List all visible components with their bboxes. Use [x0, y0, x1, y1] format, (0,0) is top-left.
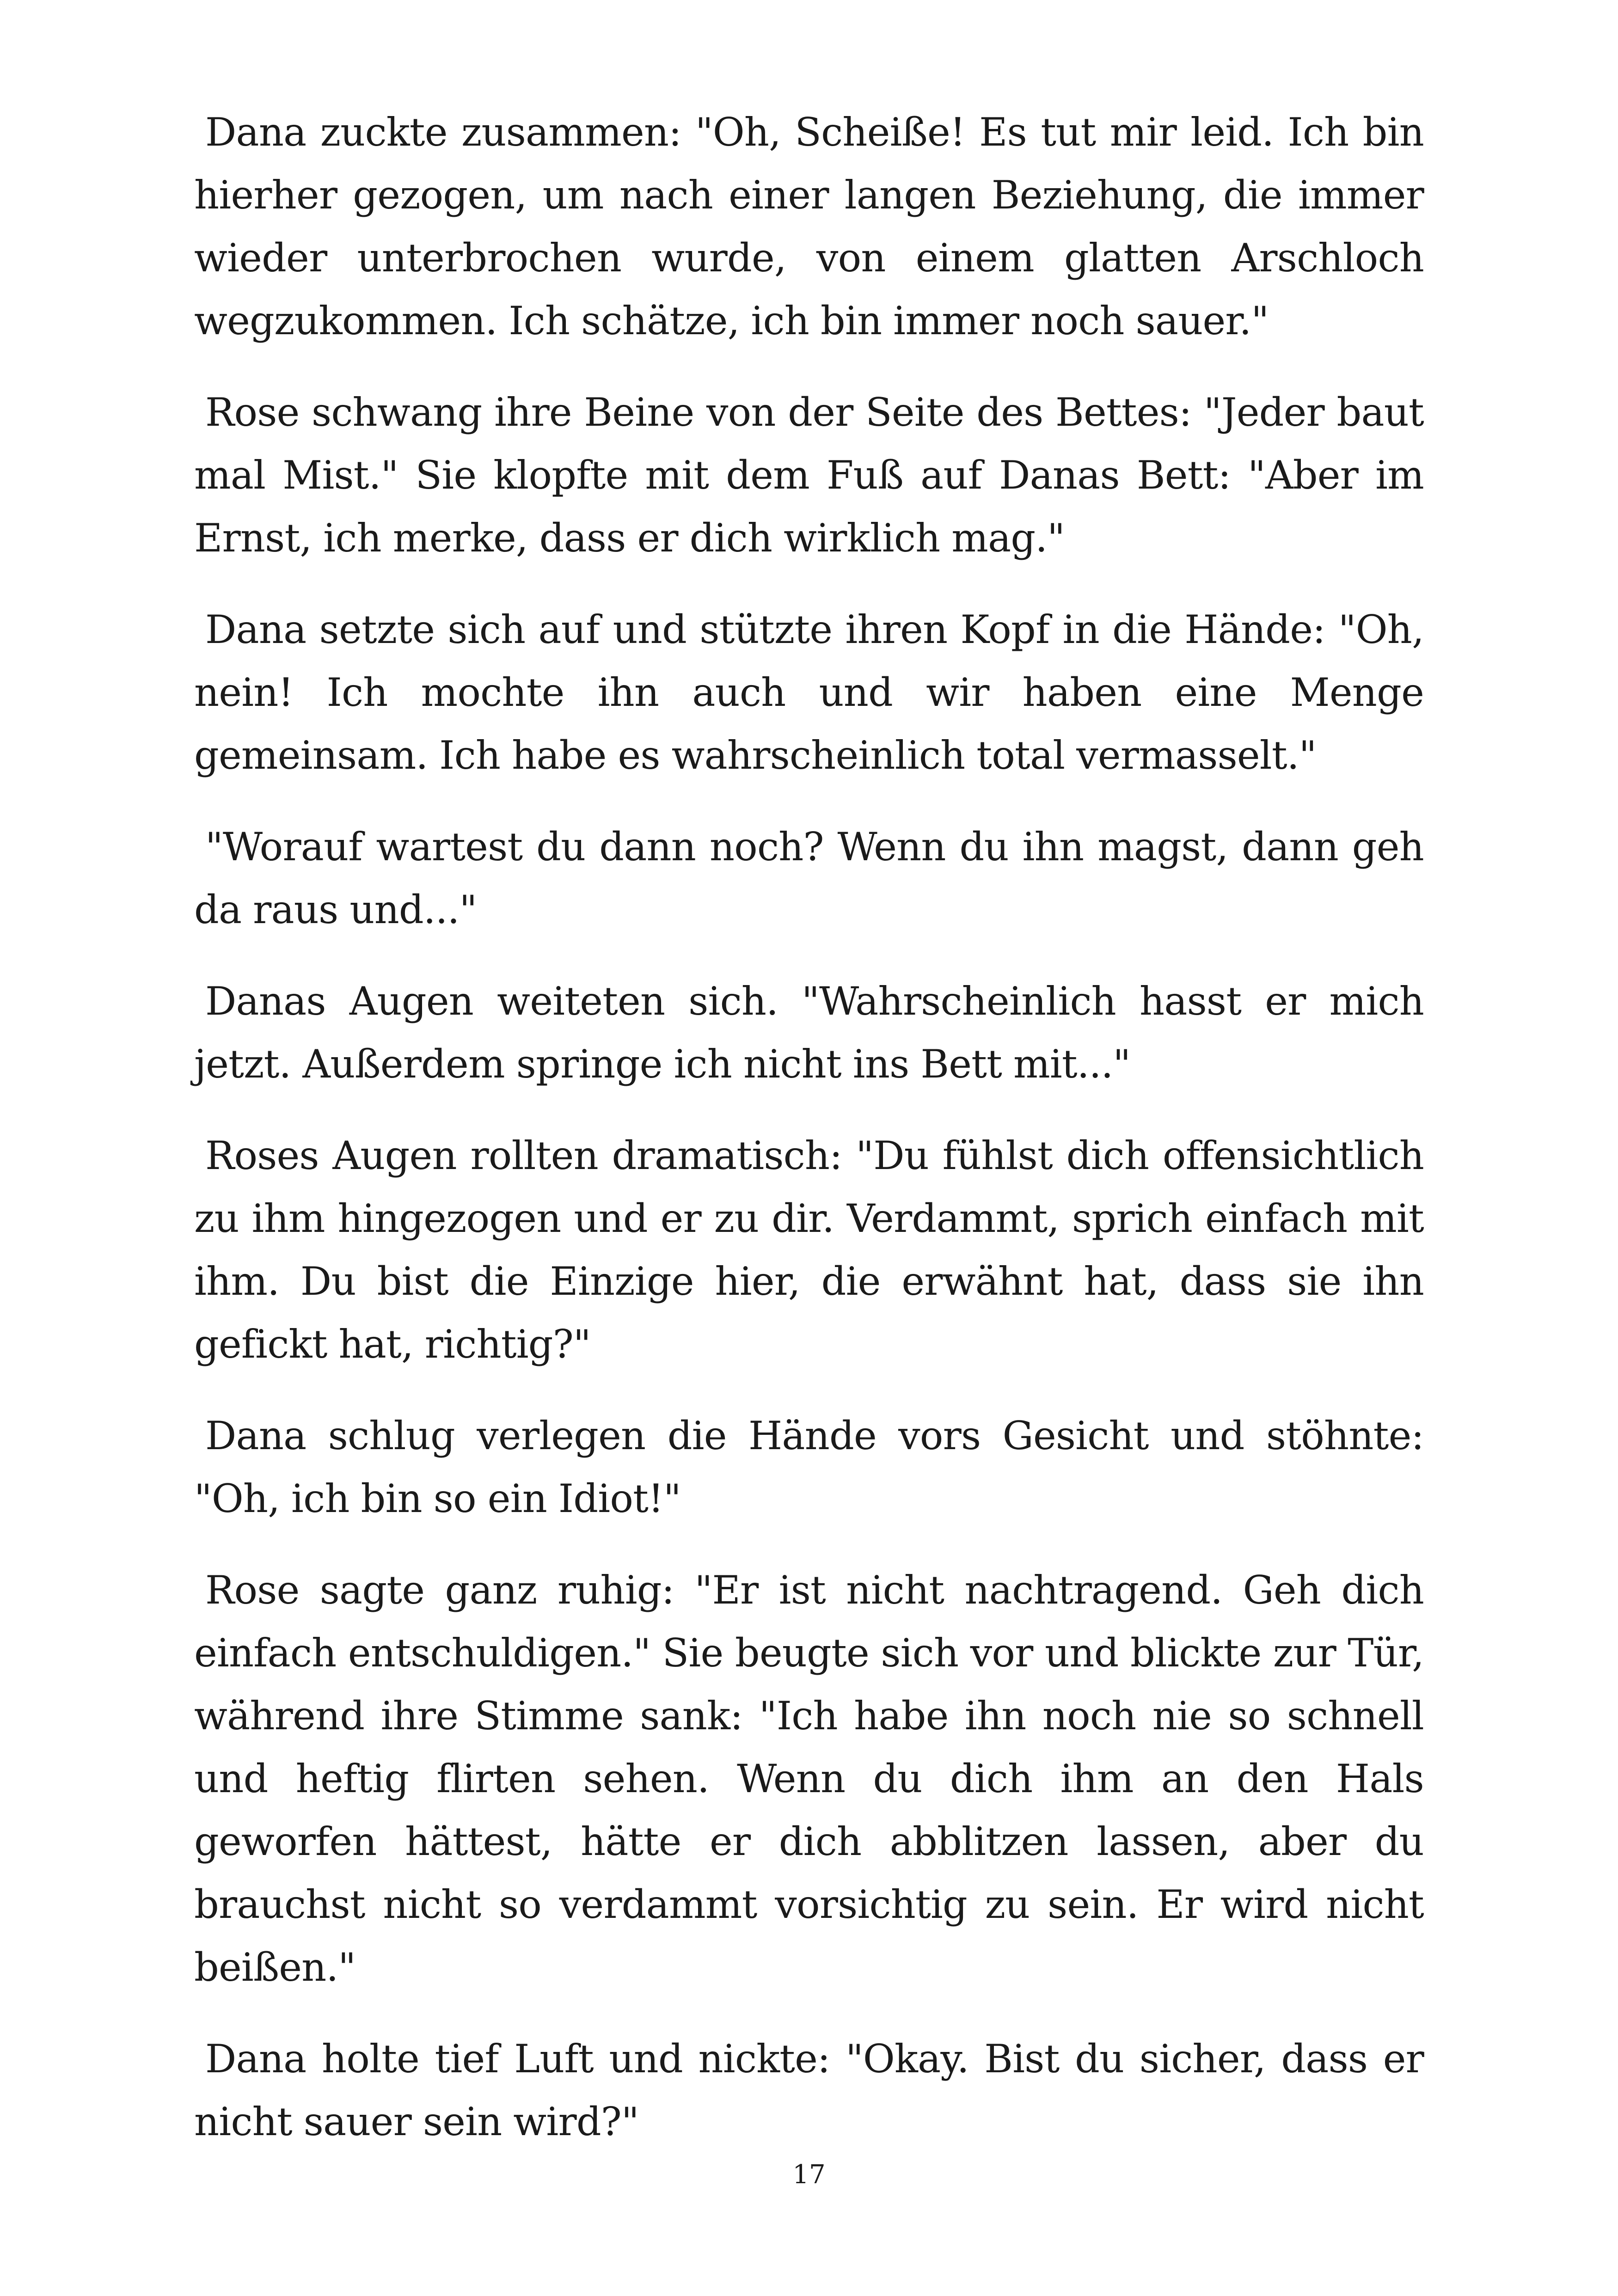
paragraph: Danas Augen weiteten sich. "Wahrscheinlich hasst er mich jetzt. Außerdem springe ich nicht ins Bett mit..." — [194, 979, 1424, 1087]
body-text — [194, 101, 1424, 2182]
paragraph: Dana holte tief Luft und nickte: "Okay. Bist du sicher, dass er nicht sauer sein wird?" — [194, 2036, 1424, 2144]
paragraph: Rose schwang ihre Beine von der Seite des Bettes: "Jeder baut mal Mist." Sie klopfte mit dem Fuß auf Danas Bett: "Aber im Ernst, ich merke, dass er dich wirklich mag." — [194, 390, 1424, 561]
paragraph: Roses Augen rollten dramatisch: "Du fühlst dich offensichtlich zu ihm hingezogen und er zu dir. Verdammt, sprich einfach mit ihm. Du bist die Einzige hier, die erwähnt hat, dass sie ihn gefickt hat, richtig?" — [194, 1133, 1424, 1367]
paragraph: Dana zuckte zusammen: "Oh, Scheiße! Es tut mir leid. Ich bin hierher gezogen, um nach einer langen Beziehung, die immer wieder unterbrochen wurde, von einem glatten Arschloch wegzukommen. Ich schätze, ich bin immer noch sauer." — [194, 110, 1424, 343]
page-number: 17 — [792, 2160, 826, 2190]
paragraph: Rose sagte ganz ruhig: "Er ist nicht nachtragend. Geh dich einfach entschuldigen." Sie beugte sich vor und blickte zur Tür, während ihre Stimme sank: "Ich habe ihn noch nie so schnell und heftig flirten sehen. Wenn du dich ihm an den Hals geworfen hättest, hätte er dich abblitzen lassen, aber du brauchst nicht so verdammt vorsichtig zu sein. Er wird nicht beißen." — [194, 1567, 1424, 1990]
paragraph: "Worauf wartest du dann noch? Wenn du ihn magst, dann geh da raus und..." — [194, 824, 1424, 932]
paragraph: Dana schlug verlegen die Hände vors Gesicht und stöhnte: "Oh, ich bin so ein Idiot!" — [194, 1413, 1424, 1521]
paragraph: Dana setzte sich auf und stützte ihren Kopf in die Hände: "Oh, nein! Ich mochte ihn auch und wir haben eine Menge gemeinsam. Ich habe es wahrscheinlich total vermasselt." — [194, 607, 1424, 778]
